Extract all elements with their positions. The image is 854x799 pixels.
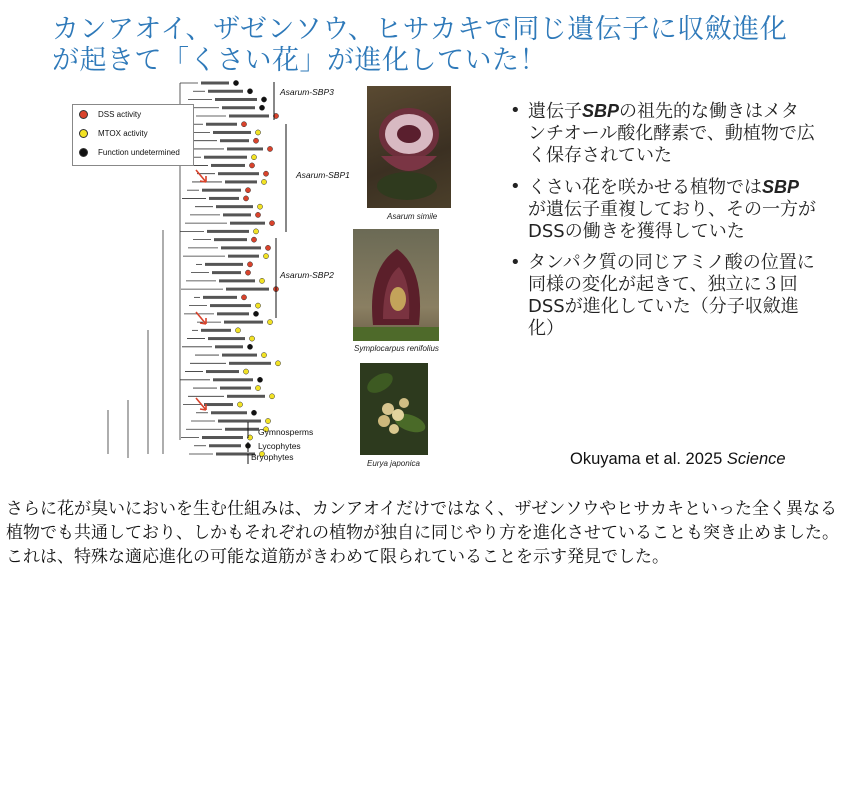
- caption-eurya-japonica: Eurya japonica: [367, 459, 420, 468]
- caption-asarum-simile: Asarum simile: [387, 212, 438, 221]
- leaf-dot: [255, 130, 260, 135]
- legend-item-mtox: MTOX activity: [73, 124, 193, 143]
- finding-item: • 遺伝子SBPの祖先的な働きはメタンチオール酸化酵素で、動植物で広く保存されていた: [506, 100, 816, 167]
- clade-label-sbp1: Asarum-SBP1: [296, 170, 350, 180]
- figure-legend: [72, 104, 194, 166]
- leaf-dot: [261, 179, 266, 184]
- photo-asarum-simile: [367, 86, 451, 208]
- red-dot-icon: [79, 110, 88, 119]
- leaf-dot: [257, 204, 262, 209]
- leaf-dot: [267, 146, 272, 151]
- leaf-dot: [251, 410, 256, 415]
- leaf-dot: [257, 377, 262, 382]
- leaf-dot: [247, 344, 252, 349]
- clade-label-sbp2: Asarum-SBP2: [280, 270, 334, 280]
- leaf-dot: [253, 229, 258, 234]
- finding-item: • タンパク質の同じアミノ酸の位置に同様の変化が起きて、独立に３回DSSが進化していた（分子収斂進化）: [506, 252, 816, 340]
- legend-item-undetermined: Function undetermined: [73, 143, 193, 162]
- leaf-dot: [247, 262, 252, 267]
- slide-title: カンアオイ、ザゼンソウ、ヒサカキで同じ遺伝子に収斂進化が起きて「くさい花」が進化していた！: [52, 14, 788, 76]
- leaf-dot: [249, 336, 254, 341]
- group-label-gymnosperms: Gymnosperms: [258, 427, 314, 437]
- leaf-dot: [275, 361, 280, 366]
- leaf-dot: [251, 155, 256, 160]
- leaf-dot: [253, 311, 258, 316]
- group-label-bryophytes: Bryophytes: [251, 452, 294, 462]
- leaf-dot: [243, 369, 248, 374]
- photo-symplocarpus: [353, 229, 439, 341]
- leaf-dot: [261, 97, 266, 102]
- leaf-dot: [263, 171, 268, 176]
- legend-item-dss: DSS activity: [73, 105, 193, 124]
- arrow-icon: [196, 170, 206, 182]
- leaf-dot: [255, 212, 260, 217]
- photo-eurya-japonica: [360, 363, 428, 455]
- leaf-dot: [267, 319, 272, 324]
- leaf-dot: [247, 89, 252, 94]
- findings-list: [506, 100, 816, 349]
- leaf-dot: [259, 278, 264, 283]
- leaf-dot: [253, 138, 258, 143]
- leaf-dot: [249, 163, 254, 168]
- leaf-dot: [261, 352, 266, 357]
- leaf-dot: [259, 105, 264, 110]
- leaf-dot: [235, 328, 240, 333]
- citation: Okuyama et al. 2025 Science: [570, 450, 786, 468]
- leaf-dot: [245, 270, 250, 275]
- leaf-dot: [269, 221, 274, 226]
- leaf-dot: [269, 394, 274, 399]
- leaf-dot: [255, 303, 260, 308]
- leaf-dot: [263, 254, 268, 259]
- body-paragraph: さらに花が臭いにおいを生む仕組みは、カンアオイだけではなく、ザゼンソウやヒサカキといった全く異なる植物でも共通しており、しかもそれぞれの植物が独自に同じやり方を進化させていることも突き止めました。これは、特殊な適応進化の可能な道筋がきわめて限られていることを示す発見でした。: [6, 499, 839, 567]
- leaf-dot: [237, 402, 242, 407]
- clade-label-sbp3: Asarum-SBP3: [280, 87, 334, 97]
- leaf-dot: [265, 245, 270, 250]
- yellow-dot-icon: [79, 129, 88, 138]
- black-dot-icon: [79, 148, 88, 157]
- leaf-dot: [265, 418, 270, 423]
- leaf-dot: [233, 80, 238, 85]
- leaf-dot: [251, 237, 256, 242]
- leaf-dot: [241, 295, 246, 300]
- caption-symplocarpus: Symplocarpus renifolius: [354, 344, 439, 353]
- group-label-lycophytes: Lycophytes: [258, 441, 301, 451]
- leaf-dot: [245, 188, 250, 193]
- leaf-dot: [255, 385, 260, 390]
- leaf-dot: [241, 122, 246, 127]
- leaf-dot: [243, 196, 248, 201]
- finding-item: • くさい花を咲かせる植物ではSBPが遺伝子重複しており、その一方がDSSの働きを獲得していた: [506, 176, 816, 243]
